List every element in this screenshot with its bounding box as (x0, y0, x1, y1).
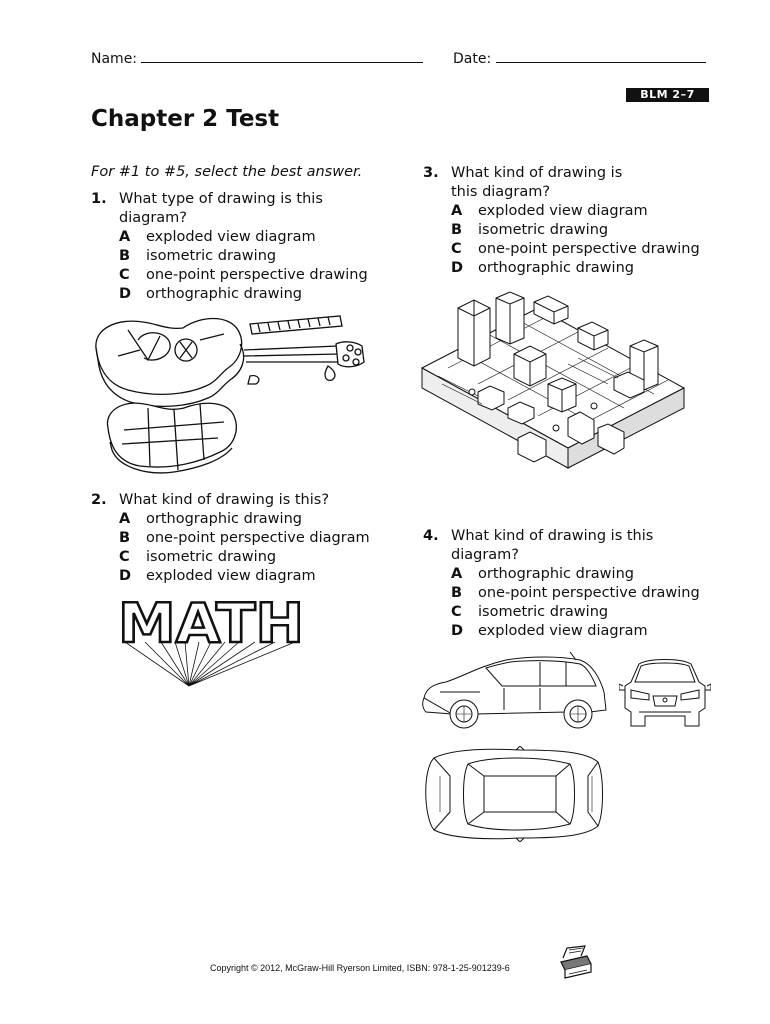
name-label: Name: (91, 51, 138, 67)
car-front-view (619, 656, 711, 730)
question-stem-line: diagram? (451, 547, 519, 563)
photocopier-icon (557, 944, 593, 980)
date-field[interactable] (453, 51, 706, 67)
question-3 (423, 164, 723, 278)
question-1 (91, 190, 411, 304)
question-number: 3. (423, 165, 439, 181)
question-stem-line: this diagram? (451, 184, 551, 200)
blm-badge: BLM 2–7 (626, 88, 709, 102)
car-top-view (420, 746, 606, 842)
answer-option-b[interactable]: B one-point perspective drawing (451, 585, 700, 601)
question-stem-line: What kind of drawing is this? (119, 492, 330, 508)
name-field[interactable] (91, 51, 423, 67)
answer-option-a[interactable]: A exploded view diagram (119, 229, 316, 245)
answer-option-d[interactable]: D exploded view diagram (451, 623, 648, 639)
question-number: 2. (91, 492, 107, 508)
exploded-guitar-figure (88, 310, 383, 480)
instructions-text: For #1 to #5, select the best answer. (91, 164, 363, 180)
question-2 (91, 491, 411, 586)
question-number: 1. (91, 191, 107, 207)
question-stem-line: What kind of drawing is (451, 165, 623, 181)
question-4 (423, 527, 723, 641)
answer-option-d[interactable]: D orthographic drawing (451, 260, 634, 276)
math-word: MATH (118, 596, 304, 655)
question-stem-line: What kind of drawing is this (451, 528, 654, 544)
math-perspective-figure (115, 596, 310, 688)
answer-option-a[interactable]: A orthographic drawing (119, 511, 302, 527)
page-title: Chapter 2 Test (91, 106, 280, 132)
name-blank-line[interactable] (141, 62, 423, 63)
question-stem-line: diagram? (119, 210, 187, 226)
answer-option-d[interactable]: D exploded view diagram (119, 568, 316, 584)
answer-option-c[interactable]: C isometric drawing (119, 549, 277, 565)
date-blank-line[interactable] (496, 62, 706, 63)
answer-option-a[interactable]: A orthographic drawing (451, 566, 634, 582)
answer-option-c[interactable]: C one-point perspective drawing (451, 241, 700, 257)
car-side-view (420, 652, 610, 734)
date-label: Date: (453, 51, 492, 67)
answer-option-b[interactable]: B isometric drawing (451, 222, 609, 238)
answer-option-b[interactable]: B one-point perspective diagram (119, 530, 370, 546)
answer-option-a[interactable]: A exploded view diagram (451, 203, 648, 219)
question-number: 4. (423, 528, 439, 544)
answer-option-b[interactable]: B isometric drawing (119, 248, 277, 264)
answer-option-d[interactable]: D orthographic drawing (119, 286, 302, 302)
question-stem-line: What type of drawing is this (119, 191, 323, 207)
copyright-text: Copyright © 2012, McGraw-Hill Ryerson Limited, ISBN: 978-1-25-901239-6 (210, 963, 510, 973)
answer-option-c[interactable]: C one-point perspective drawing (119, 267, 368, 283)
answer-option-c[interactable]: C isometric drawing (451, 604, 609, 620)
isometric-city-figure (418, 288, 688, 488)
